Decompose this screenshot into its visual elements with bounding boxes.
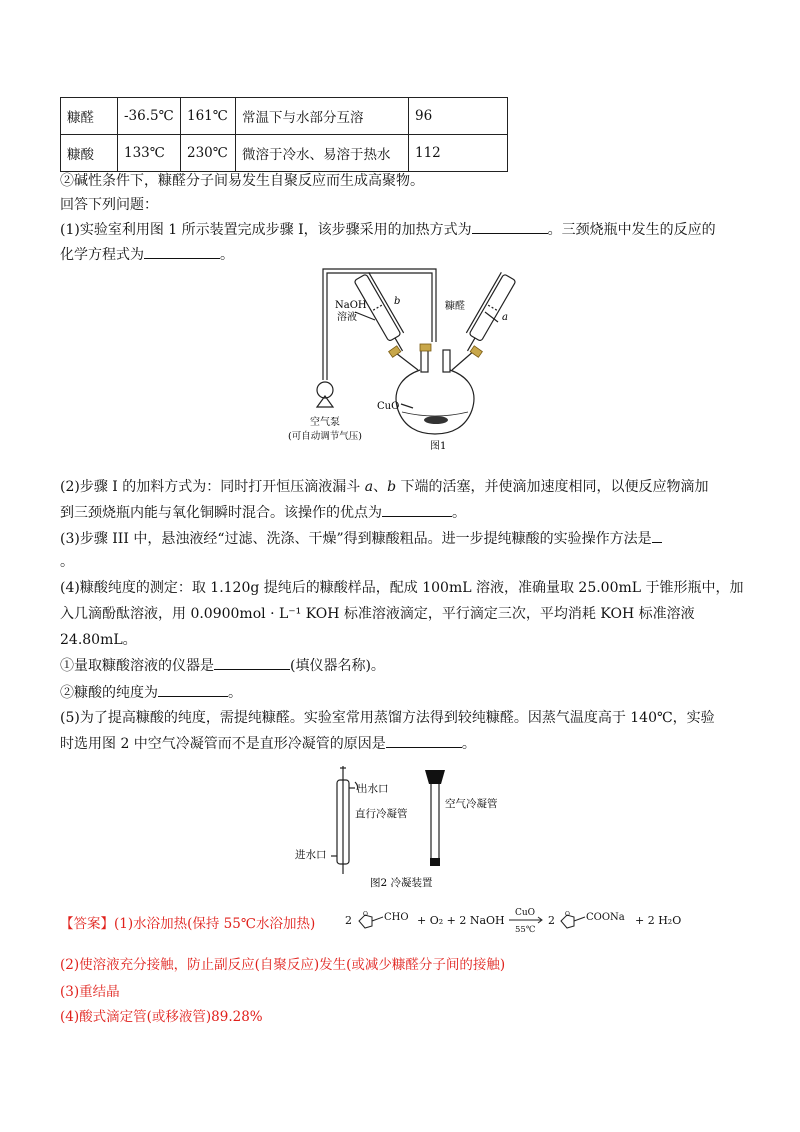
figure-1-apparatus — [280, 262, 530, 457]
question-2-cont: 到三颈烧瓶内能与氧化铜瞬时混合。该操作的优点为 。 — [60, 502, 466, 522]
table-cell: -36.5℃ — [118, 98, 181, 135]
question-text: ②糠酸的纯度为 — [60, 685, 158, 701]
pump-note: (可自动调节气压) — [288, 431, 362, 442]
answer-3: (3)重结晶 — [60, 984, 120, 1000]
figure-1-caption: 图1 — [430, 441, 447, 452]
question-3 — [60, 528, 662, 548]
answer-1 — [60, 912, 315, 932]
svg-text:O: O — [565, 911, 570, 918]
question-text: 时选用图 2 中空气冷凝管而不是直形冷凝管的原因是 — [60, 736, 386, 752]
a-label: a — [502, 312, 508, 323]
question-4-part1 — [60, 655, 385, 675]
coefficient: 2 — [345, 914, 352, 927]
question-text: 到三颈烧瓶内能与氧化铜瞬时混合。该操作的优点为 — [60, 505, 382, 521]
answer-text: (1)水浴加热(保持 55℃水浴加热) — [114, 916, 316, 932]
question-4-cont: 24.80mL。 — [60, 632, 137, 648]
question-5: (5)为了提高糠酸的纯度，需提纯糠醛。实验室常用蒸馏方法得到较纯糠醛。因蒸气温度高于 140℃，实验 — [60, 710, 715, 726]
cho-label: CHO — [384, 912, 409, 923]
question-2: (2)步骤 I 的加料方式为：同时打开恒压滴液漏斗 a、b 下端的活塞，并使滴加速度相同，以便反应物滴加 — [60, 479, 709, 495]
b-label: b — [394, 296, 401, 307]
question-1-cont: 化学方程式为 。 — [60, 244, 234, 264]
answer-4: (4)酸式滴定管(或移液管)89.28% — [60, 1009, 263, 1025]
furfural-label: 糠醛 — [445, 301, 465, 312]
inlet-label: 进水口 — [295, 849, 327, 861]
pump-label: 空气泵 — [310, 417, 340, 428]
reactants: + O₂ + 2 NaOH — [417, 914, 505, 927]
coefficient: 2 — [548, 914, 555, 927]
answer-blank — [214, 655, 290, 670]
question-text: 下端的活塞，并使滴加速度相同，以便反应物滴加 — [400, 479, 709, 495]
question-4-cont: 入几滴酚酞溶液，用 0.0900mol · L⁻¹ KOH 标准溶液滴定，平行滴定三次，平均消耗 KOH 标准溶液 — [60, 606, 695, 622]
table-row — [61, 98, 508, 135]
table-cell: 糠酸 — [61, 135, 118, 172]
air-condenser-top — [425, 770, 445, 784]
naoh-label: NaOH — [335, 300, 367, 311]
temperature: 55℃ — [515, 925, 536, 935]
answer-blank — [158, 682, 228, 697]
dropping-funnel-b — [354, 272, 411, 354]
question-text: (填仪器名称)。 — [290, 658, 385, 674]
question-text: 化学方程式为 — [60, 247, 144, 263]
question-5-cont: 时选用图 2 中空气冷凝管而不是直形冷凝管的原因是 。 — [60, 733, 476, 753]
three-neck-flask — [396, 370, 474, 434]
answer-blank — [652, 528, 662, 543]
table-cell: 230℃ — [181, 135, 236, 172]
cuo-solid — [424, 416, 448, 424]
table-cell: 133℃ — [118, 135, 181, 172]
table-cell: 常温下与水部分互溶 — [236, 98, 409, 135]
question-4-part2: ②糠酸的纯度为 。 — [60, 682, 242, 702]
figure-2-condensers — [285, 762, 525, 892]
table-row — [61, 135, 508, 172]
air-condenser-label: 空气冷凝管 — [445, 798, 498, 810]
table-cell: 161℃ — [181, 98, 236, 135]
question-text: (1)实验室利用图 1 所示装置完成步骤 I，该步骤采用的加热方式为 — [60, 222, 472, 238]
answer-2: (2)使溶液充分接触，防止副反应(自聚反应)发生(或减少糠醛分子间的接触) — [60, 957, 506, 973]
solution-label: 溶液 — [337, 312, 357, 323]
straight-condenser-label: 直行冷凝管 — [355, 808, 408, 820]
cuo-label: CuO — [377, 401, 400, 412]
chemical-equation — [345, 904, 705, 938]
answer-tag: 【答案】 — [60, 916, 114, 932]
catalyst: CuO — [515, 908, 536, 918]
table-cell: 112 — [409, 135, 508, 172]
figure-2-caption: 图2 冷凝装置 — [370, 877, 433, 889]
products: + 2 H₂O — [635, 914, 682, 927]
svg-text:O: O — [363, 911, 368, 918]
table-cell: 微溶于冷水、易溶于热水 — [236, 135, 409, 172]
answer-blank — [382, 502, 452, 517]
question-text: (2)步骤 I 的加料方式为：同时打开恒压滴液漏斗 — [60, 479, 361, 495]
question-3-end: 。 — [60, 554, 74, 570]
table-cell: 96 — [409, 98, 508, 135]
question-1 — [60, 219, 716, 239]
answer-blank — [472, 219, 548, 234]
properties-table — [60, 97, 508, 172]
note-line: ②碱性条件下，糠醛分子间易发生自聚反应而生成高聚物。 — [60, 173, 424, 189]
answer-blank — [386, 733, 462, 748]
outlet-label: 出水口 — [357, 783, 389, 795]
stopper — [420, 344, 431, 351]
answer-blank — [144, 244, 220, 259]
question-text: ①量取糠酸溶液的仪器是 — [60, 658, 214, 674]
question-4: (4)糠酸纯度的测定：取 1.120g 提纯后的糠酸样品，配成 100mL 溶液，准确量取 25.00mL 于锥形瓶中，加 — [60, 580, 744, 596]
coona-label: COONa — [586, 912, 625, 923]
instruction-line: 回答下列问题： — [60, 197, 158, 213]
question-text: 。三颈烧瓶中发生的反应的 — [547, 222, 716, 238]
table-cell: 糠醛 — [61, 98, 118, 135]
question-text: (3)步骤 III 中，悬浊液经“过滤、洗涤、干燥”得到糠酸粗品。进一步提纯糠酸的实验操作方法是 — [60, 531, 652, 547]
